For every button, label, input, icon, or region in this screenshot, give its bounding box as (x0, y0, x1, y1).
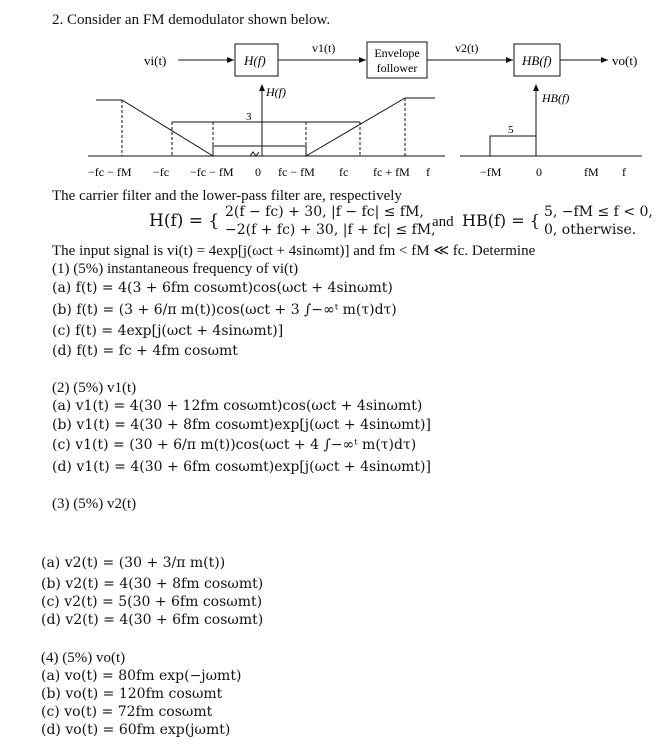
question-number: 2. (52, 12, 64, 28)
h-equation-lhs: H(f) = { (149, 211, 220, 231)
q1-option-b: (b) f(t) = (3 + 6/π m(t))cos(ωct + 3 ∫−∞ᵗ m(τ)dτ) (52, 302, 397, 318)
h-filter-plot (0, 84, 460, 184)
h-equation-case2: −2(f + fc) + 30, |f + fc| ≤ fM, (225, 222, 436, 238)
q1-option-d: (d) f(t) = fc + 4fm cosωmt (52, 343, 238, 359)
h-plot-title: H(f) (266, 85, 286, 99)
envelope-line2: follower (376, 61, 418, 75)
question-1-prompt: (1) (5%) instantaneous frequency of vi(t) (52, 261, 299, 277)
h-tick: −fc − fM (190, 165, 234, 179)
v2-label: v2(t) (455, 41, 479, 55)
filters-sentence: The carrier filter and the lower-pass filter are, respectively (52, 188, 402, 204)
h-tick: fc + fM (373, 165, 410, 179)
q3-option-b: (b) v2(t) = 4(30 + 8fm cosωmt) (41, 576, 264, 592)
input-label: vi(t) (144, 53, 167, 68)
question-2-prompt: (2) (5%) v1(t) (52, 380, 137, 396)
h-tick: fc (339, 165, 349, 179)
and-word: and (432, 214, 454, 230)
q3-option-a: (a) v2(t) = (30 + 3/π m(t)) (41, 555, 226, 571)
q1-option-c: (c) f(t) = 4exp[j(ωct + 4sinωmt)] (52, 323, 284, 339)
question-intro: Consider an FM demodulator shown below. (67, 12, 331, 28)
q3-option-c: (c) v2(t) = 5(30 + 6fm cosωmt) (41, 594, 263, 610)
q2-option-c: (c) v1(t) = (30 + 6/π m(t))cos(ωct + 4 ∫−∞ᵗ m(τ)dτ) (52, 437, 417, 453)
envelope-line1: Envelope (374, 46, 420, 60)
q1-option-a: (a) f(t) = 4(3 + 6fm cosωmt)cos(ωct + 4sinωmt) (52, 280, 393, 296)
h-tick: −fc − fM (88, 165, 132, 179)
h-mark-value: 3 (246, 111, 252, 123)
hb-block-label: HB(f) (522, 53, 552, 68)
q4-option-c: (c) vo(t) = 72fm cosωmt (41, 704, 213, 720)
q4-option-d: (d) vo(t) = 60fm exp(jωmt) (41, 722, 231, 738)
hb-equation-case1: 5, −fM ≤ f < 0, (544, 204, 653, 220)
hb-tick: −fM (480, 165, 502, 179)
q3-option-d: (d) v2(t) = 4(30 + 6fm cosωmt) (41, 612, 264, 628)
h-tick: 0 (255, 165, 261, 179)
v1-label: v1(t) (312, 41, 336, 55)
question-header (52, 12, 330, 29)
hb-plot-title: HB(f) (542, 91, 570, 105)
hb-tick: 0 (536, 165, 542, 179)
hb-tick: fM (584, 165, 599, 179)
output-label: vo(t) (612, 53, 638, 68)
block-diagram (0, 32, 672, 92)
q2-option-b: (b) v1(t) = 4(30 + 8fm cosωmt)exp[j(ωct + 4sinωmt)] (52, 417, 431, 433)
q4-option-b: (b) vo(t) = 120fm cosωmt (41, 686, 223, 702)
q4-option-a: (a) vo(t) = 80fm exp(−jωmt) (41, 668, 242, 684)
h-block-label: H(f) (244, 53, 266, 68)
input-sentence: The input signal is vi(t) = 4exp[j(ωct + 4sinωmt)] and fm < fM ≪ fc. Determine (52, 243, 536, 259)
hb-equation-case2: 0, otherwise. (544, 222, 637, 238)
question-4-prompt: (4) (5%) vo(t) (41, 650, 126, 666)
hb-x-ticks (480, 165, 626, 179)
h-tick: f (426, 165, 430, 179)
hb-filter-plot (460, 84, 660, 184)
question-3-prompt: (3) (5%) v2(t) (52, 496, 137, 512)
hb-mark-value: 5 (508, 124, 514, 136)
hb-tick: f (622, 165, 626, 179)
h-x-ticks (88, 165, 430, 179)
h-tick: −fc (153, 165, 170, 179)
hb-equation-lhs: HB(f) = { (462, 211, 540, 230)
q2-option-d: (d) v1(t) = 4(30 + 6fm cosωmt)exp[j(ωct + 4sinωmt)] (52, 459, 431, 475)
h-equation-case1: 2(f − fc) + 30, |f − fc| ≤ fM, (225, 204, 424, 220)
h-tick: fc − fM (278, 165, 315, 179)
q2-option-a: (a) v1(t) = 4(30 + 12fm cosωmt)cos(ωct + 4sinωmt) (52, 398, 423, 414)
